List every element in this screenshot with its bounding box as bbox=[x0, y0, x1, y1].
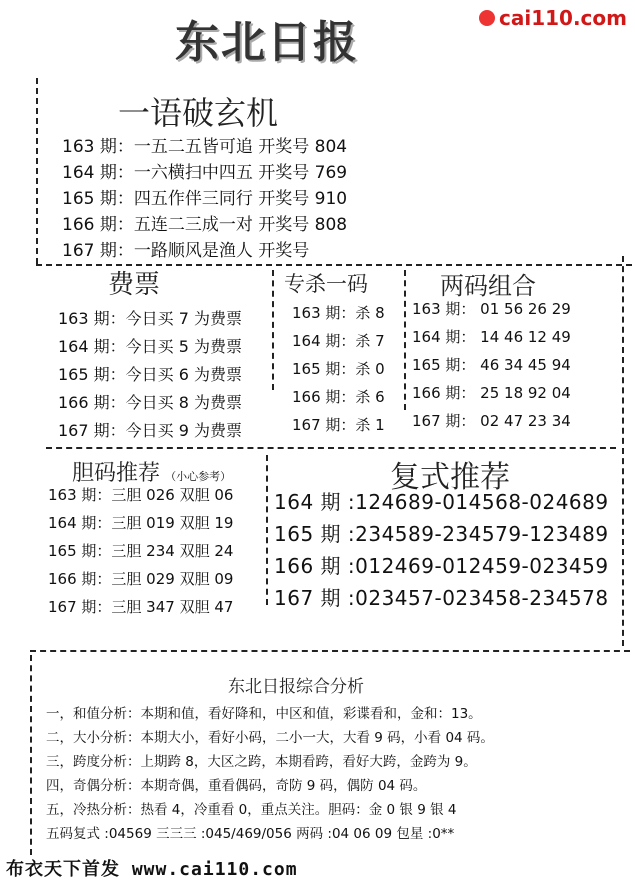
multi-list bbox=[274, 486, 609, 614]
gall-list bbox=[48, 484, 233, 624]
fee-title: 费票 bbox=[108, 270, 161, 300]
brand-logo-icon bbox=[479, 10, 495, 26]
kill-item: 164 期：杀 7 bbox=[292, 332, 385, 350]
site-brand[interactable] bbox=[479, 6, 627, 30]
analysis-item: 三，跨度分析：上期跨 8，大区之跨，本期看跨，看好大跨，金跨为 9。 bbox=[46, 754, 477, 770]
fee-item: 165 期：今日买 6 为费票 bbox=[58, 365, 242, 384]
analysis-list bbox=[46, 702, 494, 846]
fee-item: 164 期：今日买 5 为费票 bbox=[58, 337, 242, 356]
kill-item: 163 期：杀 8 bbox=[292, 304, 385, 322]
pair-item: 167 期： 02 47 23 34 bbox=[412, 412, 571, 430]
kill-item: 166 期：杀 6 bbox=[292, 388, 385, 406]
fee-list bbox=[58, 306, 242, 446]
riddle-item: 166 期：五连二三成一对 开奖号 808 bbox=[62, 215, 348, 235]
frame-left-top bbox=[36, 78, 38, 264]
pair-title: 两码组合 bbox=[440, 272, 536, 300]
gall-header bbox=[72, 456, 231, 487]
kill-list bbox=[292, 302, 385, 442]
gall-note: （小心参考） bbox=[165, 470, 232, 483]
gall-item: 163 期：三胆 026 双胆 06 bbox=[48, 486, 234, 504]
riddle-list bbox=[62, 132, 347, 262]
analysis-title: 东北日报综合分析 bbox=[228, 677, 364, 697]
gall-item: 165 期：三胆 234 双胆 24 bbox=[48, 542, 234, 560]
pair-item: 166 期： 25 18 92 04 bbox=[412, 384, 571, 402]
riddle-item: 165 期：四五作伴三同行 开奖号 910 bbox=[62, 189, 348, 209]
analysis-item: 五码复式 :04569 三三三 :045/469/056 两码 :04 06 09 包星 :0** bbox=[46, 826, 455, 842]
multi-item: 167 期 :023457-023458-234578 bbox=[274, 586, 609, 610]
multi-item: 166 期 :012469-012459-023459 bbox=[274, 554, 609, 578]
pair-item: 164 期： 14 46 12 49 bbox=[412, 328, 571, 346]
analysis-item: 四，奇偶分析：本期奇偶，重看偶码，奇防 9 码，偶防 04 码。 bbox=[46, 778, 427, 794]
footer-text: 布衣天下首发 www.cai110.com bbox=[6, 859, 298, 880]
fee-item: 166 期：今日买 8 为费票 bbox=[58, 393, 242, 412]
multi-title: 复式推荐 bbox=[390, 460, 510, 495]
fee-item: 163 期：今日买 7 为费票 bbox=[58, 309, 242, 328]
divider-v1 bbox=[272, 270, 274, 390]
multi-item: 164 期 :124689-014568-024689 bbox=[274, 490, 609, 514]
pair-item: 165 期： 46 34 45 94 bbox=[412, 356, 571, 374]
pair-item: 163 期： 01 56 26 29 bbox=[412, 300, 571, 318]
analysis-item: 二，大小分析：本期大小，看好小码，二小一大，大看 9 码，小看 04 码。 bbox=[46, 730, 494, 746]
masthead-title: 东北日报 bbox=[175, 17, 359, 68]
frame-right bbox=[622, 256, 624, 646]
gall-item: 164 期：三胆 019 双胆 19 bbox=[48, 514, 234, 532]
riddle-item: 164 期：一六横扫中四五 开奖号 769 bbox=[62, 163, 348, 183]
divider-v2 bbox=[404, 270, 406, 410]
divider-3 bbox=[30, 650, 630, 652]
analysis-item: 一，和值分析：本期和值，看好降和，中区和值，彩谍看和，金和：13。 bbox=[46, 706, 482, 722]
kill-item: 165 期：杀 0 bbox=[292, 360, 385, 378]
analysis-item: 五，冷热分析：热看 4，冷重看 0，重点关注。胆码：金 0 银 9 银 4 bbox=[46, 802, 457, 818]
riddle-item: 163 期：一五二五皆可追 开奖号 804 bbox=[62, 137, 348, 157]
divider-2 bbox=[46, 447, 616, 449]
gall-item: 167 期：三胆 347 双胆 47 bbox=[48, 598, 234, 616]
multi-item: 165 期 :234589-234579-123489 bbox=[274, 522, 609, 546]
fee-item: 167 期：今日买 9 为费票 bbox=[58, 421, 242, 440]
riddle-title: 一语破玄机 bbox=[118, 94, 279, 132]
divider-v3 bbox=[266, 455, 268, 605]
kill-item: 167 期：杀 1 bbox=[292, 416, 385, 434]
pair-list bbox=[412, 298, 571, 438]
kill-title: 专杀一码 bbox=[284, 272, 368, 296]
riddle-item: 167 期：一路顺风是渔人 开奖号 bbox=[62, 241, 310, 261]
frame-left-bottom bbox=[30, 655, 32, 855]
site-url: cai110.com bbox=[499, 6, 627, 30]
gall-item: 166 期：三胆 029 双胆 09 bbox=[48, 570, 234, 588]
gall-title: 胆码推荐 bbox=[72, 461, 161, 486]
